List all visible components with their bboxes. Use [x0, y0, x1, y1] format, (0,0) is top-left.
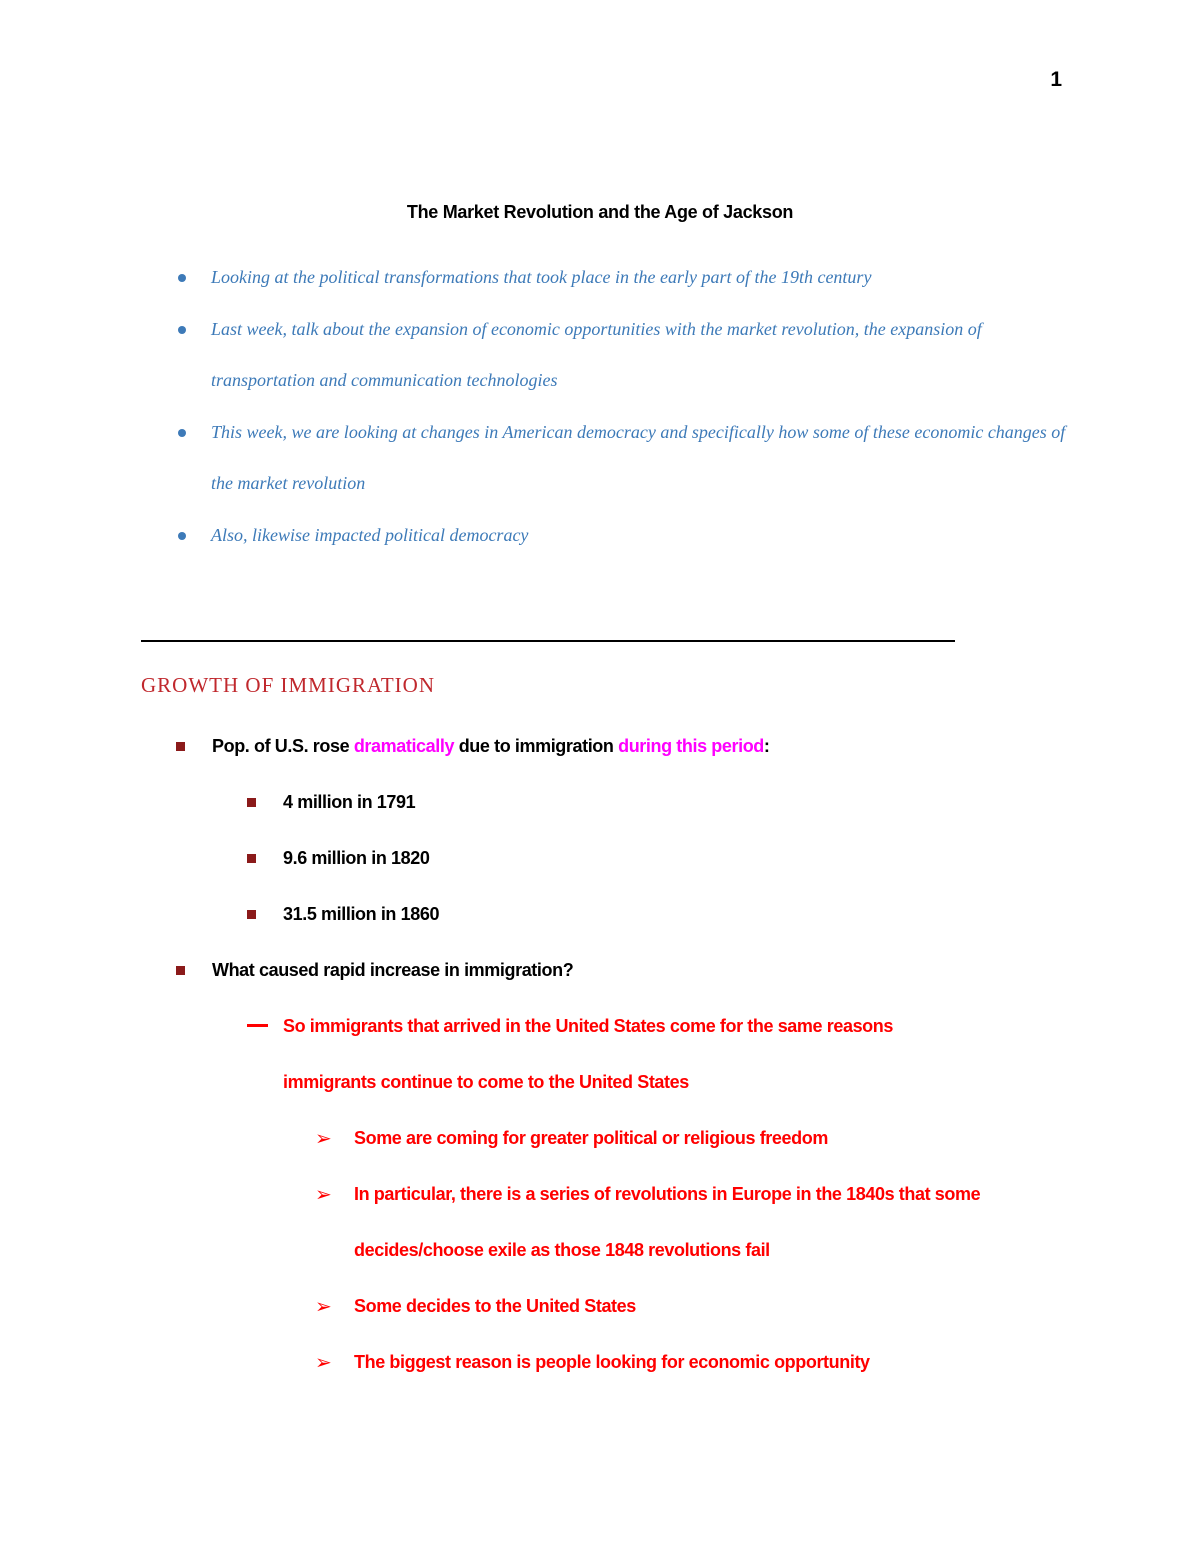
horizontal-divider [141, 640, 955, 642]
highlight-dramatically: dramatically [353, 736, 455, 756]
population-text-part1: Pop. of U.S. rose [212, 736, 354, 756]
outline-item-stat [0, 886, 1200, 942]
outline-item-reason [0, 1166, 1074, 1278]
intro-bullet-text: This week, we are looking at changes in American democracy and specifically how some of these economic changes of the market revolution [211, 421, 1066, 493]
population-text-part3: : [763, 736, 770, 756]
intro-bullet-text: Also, likewise impacted political democracy [211, 524, 529, 545]
intro-bullet [178, 510, 1078, 562]
question-text: What caused rapid increase in immigration? [212, 960, 574, 980]
intro-bullet-text: Last week, talk about the expansion of economic opportunities with the market revolution, the expansion of transportation and communication technologies [211, 318, 982, 390]
page-number: 1 [1050, 68, 1062, 91]
outline-item-reason [0, 1110, 1074, 1166]
highlight-during-this-period: during this period [618, 736, 764, 756]
bullet-dot-icon [178, 274, 186, 282]
dash-bullet-icon [247, 1024, 268, 1027]
section-heading: GROWTH OF IMMIGRATION [141, 673, 435, 697]
arrow-bullet-icon: ➢ [315, 1294, 332, 1318]
stat-text: 9.6 million in 1820 [283, 848, 430, 868]
outline-item-reason [0, 1334, 1074, 1390]
intro-bullet-list [178, 252, 1078, 561]
arrow-bullet-icon: ➢ [315, 1350, 332, 1374]
arrow-bullet-icon: ➢ [315, 1182, 332, 1206]
square-bullet-icon [247, 910, 256, 919]
square-bullet-icon [176, 966, 185, 975]
reason-text: In particular, there is a series of revolutions in Europe in the 1840s that some decides/choose exile as those 1848 revolutions fail [354, 1184, 981, 1260]
intro-bullet-text: Looking at the political transformations that took place in the early part of the 19th century [211, 267, 872, 287]
outline-item-stat [0, 830, 1200, 886]
reason-text: Some decides to the United States [354, 1296, 636, 1316]
intro-bullet [178, 407, 1078, 510]
bullet-dot-icon [178, 532, 186, 540]
intro-bullet [178, 252, 1078, 304]
arrow-bullet-icon: ➢ [315, 1126, 332, 1150]
outline-item-question [0, 942, 1200, 998]
reason-text: The biggest reason is people looking for economic opportunity [354, 1352, 870, 1372]
bullet-dot-icon [178, 326, 186, 334]
outline-item-reason [0, 1278, 1074, 1334]
outline-item-population [0, 718, 1200, 774]
outline-item-answer [0, 998, 983, 1110]
square-bullet-icon [247, 798, 256, 807]
stat-text: 31.5 million in 1860 [283, 904, 440, 924]
immigration-outline [0, 718, 1200, 1390]
stat-text: 4 million in 1791 [283, 792, 416, 812]
intro-bullet [178, 304, 1078, 407]
answer-text: So immigrants that arrived in the United States come for the same reasons immigrants continue to come to the United States [283, 1016, 893, 1092]
population-text-part2: due to immigration [454, 736, 619, 756]
outline-item-stat [0, 774, 1200, 830]
reason-text: Some are coming for greater political or religious freedom [354, 1128, 828, 1148]
square-bullet-icon [176, 742, 185, 751]
document-title: The Market Revolution and the Age of Jackson [406, 202, 794, 222]
bullet-dot-icon [178, 429, 186, 437]
square-bullet-icon [247, 854, 256, 863]
